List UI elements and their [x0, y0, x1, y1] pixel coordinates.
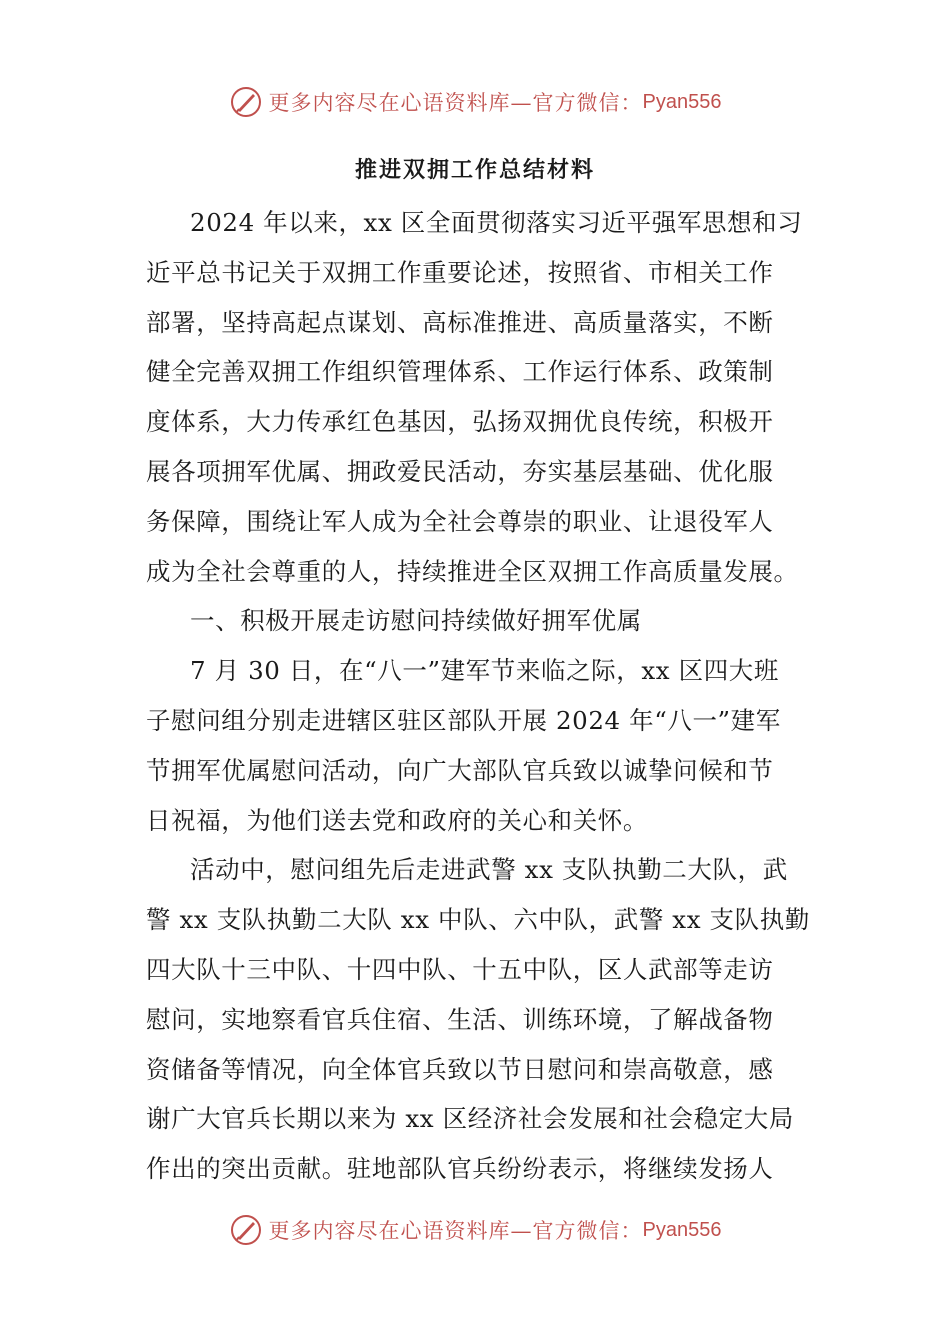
text-line: 健全完善双拥工作组织管理体系、工作运行体系、政策制: [146, 357, 774, 387]
text-line: 四大队十三中队、十四中队、十五中队，区人武部等走访: [146, 954, 774, 984]
text-line: 子慰问组分别走进辖区驻区部队开展 2024 年“八一”建军: [146, 705, 781, 735]
text-line: 成为全社会尊重的人，持续推进全区双拥工作高质量发展。: [146, 556, 799, 586]
banner-text: 更多内容尽在心语资料库—官方微信：: [268, 91, 643, 115]
text-line: 谢广大官兵长期以来为 xx 区经济社会发展和社会稳定大局: [146, 1104, 795, 1134]
quill-logo-icon: [229, 1213, 263, 1247]
text-line: 展各项拥军优属、拥政爱民活动，夯实基层基础、优化服: [146, 456, 774, 486]
text-line: 日祝福，为他们送去党和政府的关心和关怀。: [146, 805, 648, 835]
text-line: 资储备等情况，向全体官兵致以节日慰问和崇高敬意，感: [146, 1054, 774, 1084]
text-line: 警 xx 支队执勤二大队 xx 中队、六中队，武警 xx 支队执勤: [146, 905, 810, 935]
quill-logo-icon: [229, 85, 263, 119]
banner-wechat-id: Pyan556: [642, 90, 722, 113]
document-title: 推进双拥工作总结材料: [354, 158, 595, 183]
document-body: [146, 198, 810, 1194]
banner-text: 更多内容尽在心语资料库—官方微信：: [268, 1219, 643, 1243]
text-line: 作出的突出贡献。驻地部队官兵纷纷表示，将继续发扬人: [146, 1154, 774, 1184]
text-line: 慰问，实地察看官兵住宿、生活、训练环境，了解战备物: [146, 1004, 774, 1034]
text-line: 活动中，慰问组先后走进武警 xx 支队执勤二大队，武: [190, 855, 788, 885]
text-line: 2024 年以来，xx 区全面贯彻落实习近平强军思想和习: [190, 208, 803, 237]
text-line: 部署，坚持高起点谋划、高标准推进、高质量落实，不断: [146, 307, 774, 337]
text-line: 度体系，大力传承红色基因，弘扬双拥优良传统，积极开: [146, 407, 774, 437]
text-line: 近平总书记关于双拥工作重要论述，按照省、市相关工作: [146, 257, 774, 287]
text-line: 7 月 30 日，在“八一”建军节来临之际，xx 区四大班: [190, 656, 779, 686]
footer-watermark-banner: [0, 1208, 950, 1252]
text-line: 节拥军优属慰问活动，向广大部队官兵致以诚挚问候和节: [146, 755, 774, 785]
text-line: 务保障，围绕让军人成为全社会尊崇的职业、让退役军人: [146, 506, 774, 536]
header-watermark-banner: [0, 80, 950, 124]
banner-wechat-id: Pyan556: [642, 1218, 722, 1241]
section-heading: 一、积极开展走访慰问持续做好拥军优属: [190, 606, 642, 636]
